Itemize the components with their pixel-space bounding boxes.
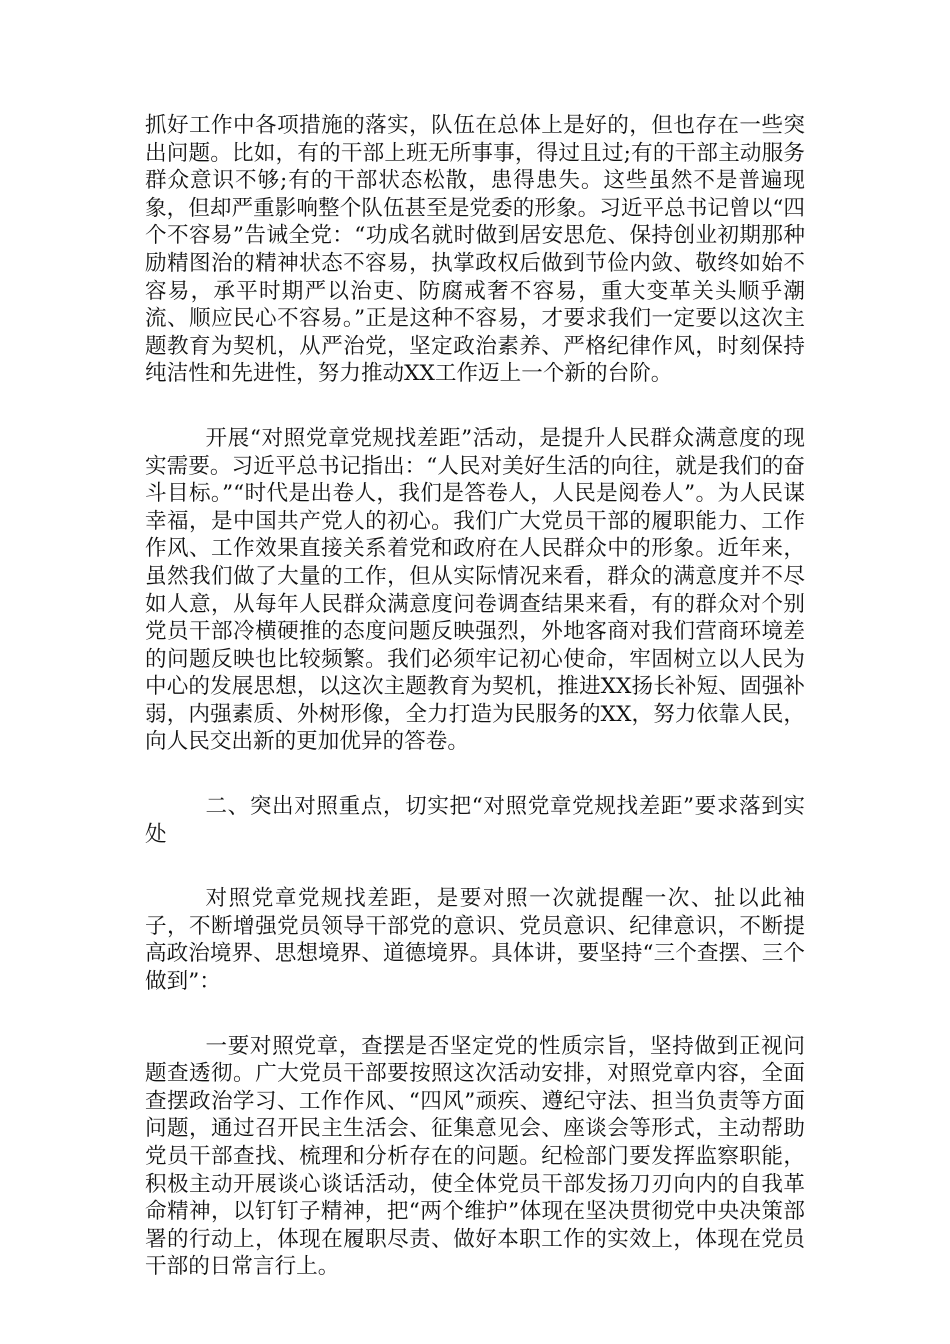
paragraph-continuation: 抓好工作中各项措施的落实，队伍在总体上是好的，但也存在一些突出问题。比如，有的干部上班无所事事，得过且过;有的干部主动服务群众意识不够;有的干部状态松散，患得患失。这些虽然不是普遍现象，但却严重影响整个队伍甚至是党委的形象。习近平总书记曾以“四个不容易”告诫全党：“功成名就时做到居安思危、保持创业初期那种励精图治的精神状态不容易，执掌政权后做到节俭内敛、敬终如始不容易，承平时期严以治吏、防腐戒奢不容易，重大变革关头顺乎潮流、顺应民心不容易。”正是这种不容易，才要求我们一定要以这次主题教育为契机，从严治党，坚定政治素养、严格纪律作风，时刻保持纯洁性和先进性，努力推动XX工作迈上一个新的台阶。 <box>145 113 805 387</box>
section-heading: 二、突出对照重点，切实把“对照党章党规找差距”要求落到实处 <box>145 794 805 847</box>
document-page <box>145 112 805 1281</box>
paragraph-requirements: 对照党章党规找差距，是要对照一次就提醒一次、扯以此袖子，不断增强党员领导干部党的意识、党员意识、纪律意识，不断提高政治境界、思想境界、道德境界。具体讲，要坚持“三个查摆、三个做到”： <box>145 886 805 995</box>
paragraph-party-constitution: 一要对照党章，查摆是否坚定党的性质宗旨，坚持做到正视问题查透彻。广大党员干部要按照这次活动安排，对照党章内容，全面查摆政治学习、工作作风、“四风”顽疾、遵纪守法、担当负责等方面问题，通过召开民主生活会、征集意见会、座谈会等形式，主动帮助党员干部查找、梳理和分析存在的问题。纪检部门要发挥监察职能，积极主动开展谈心谈话活动，使全体党员干部发扬刀刃向内的自我革命精神，以钉钉子精神，把“两个维护”体现在坚决贯彻党中央决策部署的行动上，体现在履职尽责、做好本职工作的实效上，体现在党员干部的日常言行上。 <box>145 1033 805 1280</box>
paragraph-satisfaction: 开展“对照党章党规找差距”活动，是提升人民群众满意度的现实需要。习近平总书记指出：“人民对美好生活的向往，就是我们的奋斗目标。”“时代是出卷人，我们是答卷人，人民是阅卷人”。为人民谋幸福，是中国共产党人的初心。我们广大党员干部的履职能力、工作作风、工作效果直接关系着党和政府在人民群众中的形象。近年来，虽然我们做了大量的工作，但从实际情况来看，群众的满意度并不尽如人意，从每年人民群众满意度问卷调查结果来看，有的群众对个别党员干部冷横硬推的态度问题反映强烈，外地客商对我们营商环境差的问题反映也比较频繁。我们必须牢记初心使命，牢固树立以人民为中心的发展思想，以这次主题教育为契机，推进XX扬长补短、固强补弱，内强素质、外树形像，全力打造为民服务的XX，努力依靠人民，向人民交出新的更加优异的答卷。 <box>145 425 805 755</box>
